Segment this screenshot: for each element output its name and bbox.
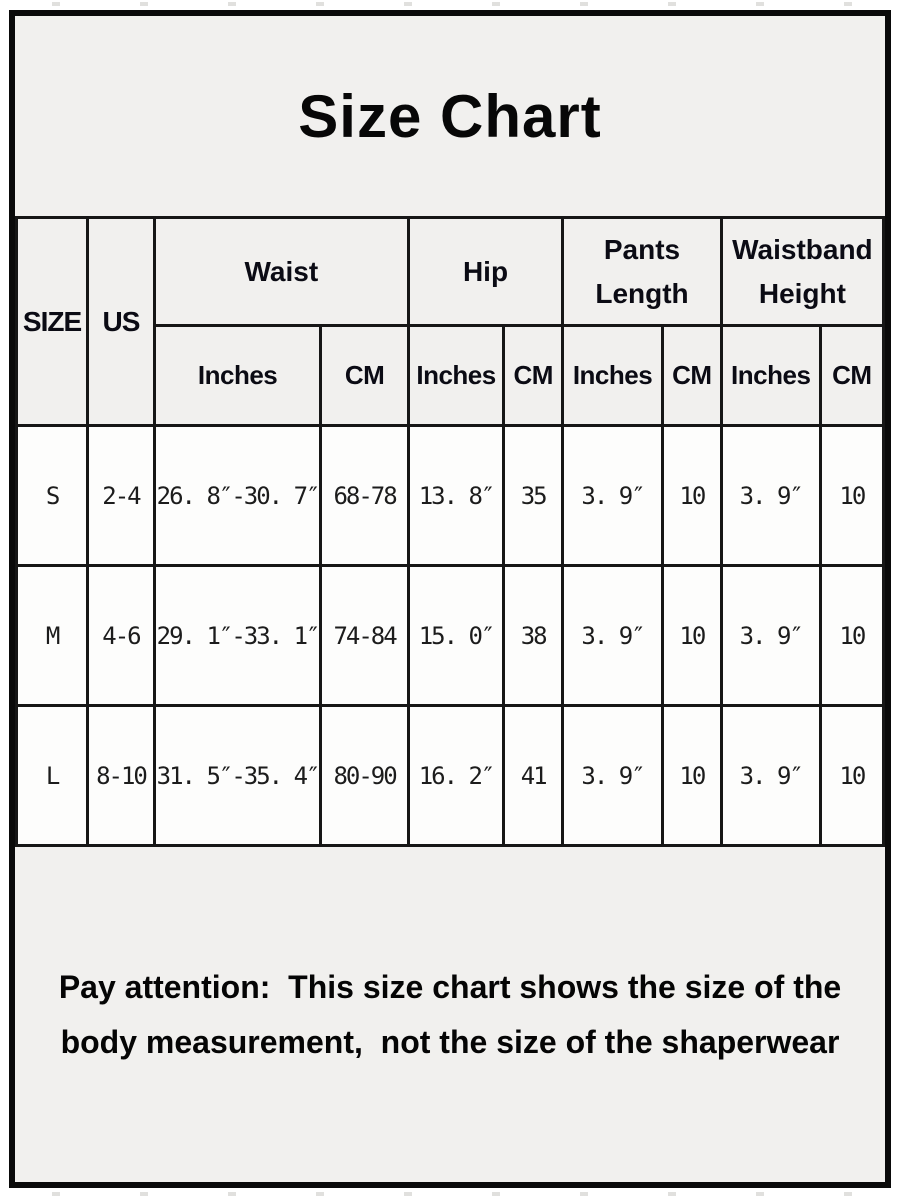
cell-us: 8-10 — [88, 706, 155, 846]
size-chart-sheet — [9, 10, 891, 1188]
table-row-size-s — [17, 426, 884, 566]
table-row-size-l — [17, 706, 884, 846]
cell-waist-cm: 74-84 — [321, 566, 409, 706]
cell-pants-inches: 3. 9″ — [563, 426, 663, 566]
ruler-ticks-top — [0, 2, 900, 6]
cell-hip-inches: 15. 0″ — [408, 566, 503, 706]
col-header-waist-inches: Inches — [154, 326, 320, 426]
cell-waist-inches: 26. 8″-30. 7″ — [154, 426, 320, 566]
cell-waist-inches: 31. 5″-35. 4″ — [154, 706, 320, 846]
col-header-hip-cm: CM — [504, 326, 563, 426]
cell-pants-inches: 3. 9″ — [563, 566, 663, 706]
col-group-waistband-height: Waistband Height — [721, 218, 883, 326]
cell-size: L — [17, 706, 88, 846]
cell-size: M — [17, 566, 88, 706]
cell-waist-inches: 29. 1″-33. 1″ — [154, 566, 320, 706]
cell-waistband-cm: 10 — [820, 706, 883, 846]
col-header-size: SIZE — [17, 218, 88, 426]
col-header-hip-inches: Inches — [408, 326, 503, 426]
note — [15, 847, 885, 1182]
cell-waist-cm: 80-90 — [321, 706, 409, 846]
cell-pants-inches: 3. 9″ — [563, 706, 663, 846]
cell-waistband-inches: 3. 9″ — [721, 566, 820, 706]
col-group-pants-length: Pants Length — [563, 218, 722, 326]
note-line-1: Pay attention: This size chart shows the size of the — [58, 969, 842, 1006]
cell-pants-cm: 10 — [662, 426, 721, 566]
cell-waistband-cm: 10 — [820, 566, 883, 706]
ruler-ticks-bottom — [0, 1192, 900, 1196]
header-group-row — [17, 218, 884, 326]
cell-pants-cm: 10 — [662, 706, 721, 846]
col-group-waist: Waist — [154, 218, 408, 326]
cell-hip-cm: 35 — [504, 426, 563, 566]
col-header-pants-inches: Inches — [563, 326, 663, 426]
cell-waistband-inches: 3. 9″ — [721, 426, 820, 566]
cell-waist-cm: 68-78 — [321, 426, 409, 566]
size-table — [15, 216, 885, 847]
cell-hip-inches: 16. 2″ — [408, 706, 503, 846]
cell-us: 4-6 — [88, 566, 155, 706]
title-block — [15, 16, 885, 216]
col-header-waist-cm: CM — [321, 326, 409, 426]
cell-hip-cm: 38 — [504, 566, 563, 706]
cell-waistband-cm: 10 — [820, 426, 883, 566]
col-header-us: US — [88, 218, 155, 426]
cell-waistband-inches: 3. 9″ — [721, 706, 820, 846]
col-header-waistband-cm: CM — [820, 326, 883, 426]
note-line-2: body measurement, not the size of the shaperwear — [60, 1023, 840, 1060]
table-row-size-m — [17, 566, 884, 706]
col-group-hip: Hip — [408, 218, 562, 326]
cell-us: 2-4 — [88, 426, 155, 566]
cell-hip-inches: 13. 8″ — [408, 426, 503, 566]
col-header-waistband-inches: Inches — [721, 326, 820, 426]
page-title: Size Chart — [298, 82, 602, 150]
cell-size: S — [17, 426, 88, 566]
cell-pants-cm: 10 — [662, 566, 721, 706]
cell-hip-cm: 41 — [504, 706, 563, 846]
col-header-pants-cm: CM — [662, 326, 721, 426]
